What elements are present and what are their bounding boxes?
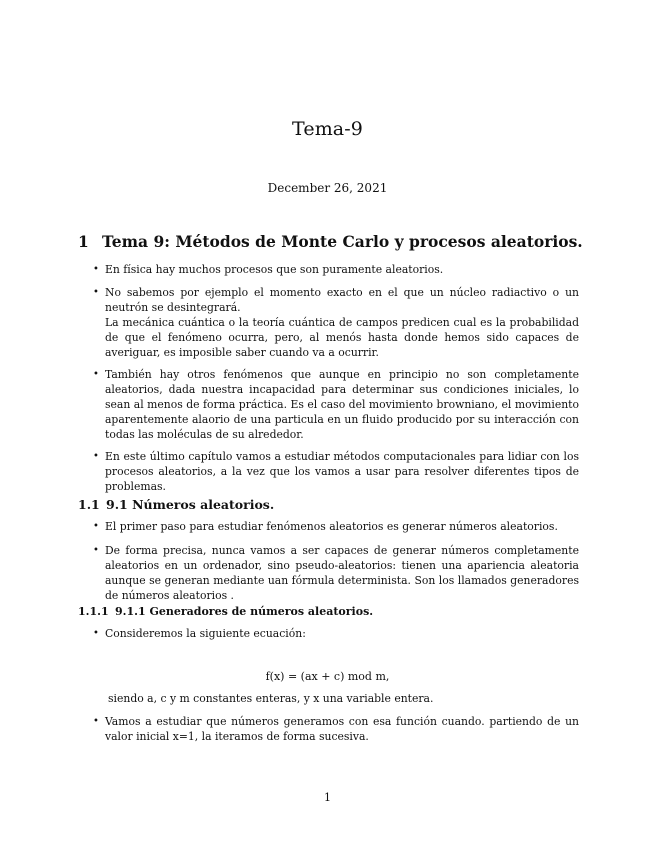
subsubsection-heading <box>78 605 373 618</box>
section-title: Tema 9: Métodos de Monte Carlo y procesos aleatorios. <box>102 232 583 251</box>
bullet-icon: • <box>93 264 99 275</box>
list-item <box>93 285 579 360</box>
subsection-number: 1.1 <box>78 497 100 512</box>
bullet-icon: • <box>93 628 99 639</box>
section-number: 1 <box>78 232 89 251</box>
item-text: También hay otros fenómenos que aunque en principio no son completamente aleatorios, dada nuestra incapacidad para determinar sus condiciones iniciales, lo sean al menos de forma práctica. Es el caso del movimiento browniano, el movimiento aparentemente alaorio de una particula en un fluido producido por su interacción con todas las moléculas de su alrededor. <box>105 368 579 441</box>
list-item <box>93 367 579 442</box>
list-item <box>93 519 579 534</box>
bullet-icon: • <box>93 451 99 462</box>
subsubsection-number: 1.1.1 <box>78 605 109 618</box>
item-text: Vamos a estudiar que números generamos con esa función cuando. partiendo de un valor inicial x=1, la iteramos de forma sucesiva. <box>105 715 579 743</box>
item-text: El primer paso para estudiar fenómenos aleatorios es generar números aleatorios. <box>105 520 558 533</box>
item-text: En este último capítulo vamos a estudiar métodos computacionales para lidiar con los procesos aleatorios, a la vez que los vamos a usar para resolver diferentes tipos de problemas. <box>105 450 579 493</box>
section-heading <box>78 232 583 251</box>
subsection-heading <box>78 497 274 512</box>
list-item <box>93 262 579 277</box>
document-date: December 26, 2021 <box>267 181 388 195</box>
document-title: Tema-9 <box>292 118 363 140</box>
item-text: La mecánica cuántica o la teoría cuántica de campos predicen cual es la probabilidad de que el fenómeno ocurra, pero, al menós hasta donde hemos sido capaces de averiguar, es imposible saber cuando va a ocurrir. <box>105 316 579 359</box>
subsubsection-title: 9.1.1 Generadores de números aleatorios. <box>115 605 374 618</box>
bullet-icon: • <box>93 369 99 380</box>
item-text: Consideremos la siguiente ecuación: <box>105 627 306 640</box>
item-text: De forma precisa, nunca vamos a ser capaces de generar números completamente aleatorios en un ordenador, sino pseudo-aleatorios: tienen una apariencia aleatoria aunque se generan mediante uan fórmula determinista. Son los llamados generadores de números aleatorios . <box>105 544 579 602</box>
equation-explanation: siendo a, c y m constantes enteras, y x una variable entera. <box>108 692 434 705</box>
bullet-icon: • <box>93 545 99 556</box>
list-item <box>93 449 579 494</box>
list-item <box>93 626 579 641</box>
item-text: En física hay muchos procesos que son puramente aleatorios. <box>105 263 444 276</box>
subsection-title: 9.1 Números aleatorios. <box>106 497 275 512</box>
list-item <box>93 543 579 603</box>
bullet-icon: • <box>93 521 99 532</box>
bullet-icon: • <box>93 287 99 298</box>
item-text: No sabemos por ejemplo el momento exacto en el que un núcleo radiactivo o un neutrón se desintegrará. <box>105 286 579 314</box>
list-item <box>93 714 579 744</box>
page-number: 1 <box>324 791 331 804</box>
bullet-icon: • <box>93 716 99 727</box>
equation: f(x) = (ax + c) mod m, <box>265 670 390 683</box>
